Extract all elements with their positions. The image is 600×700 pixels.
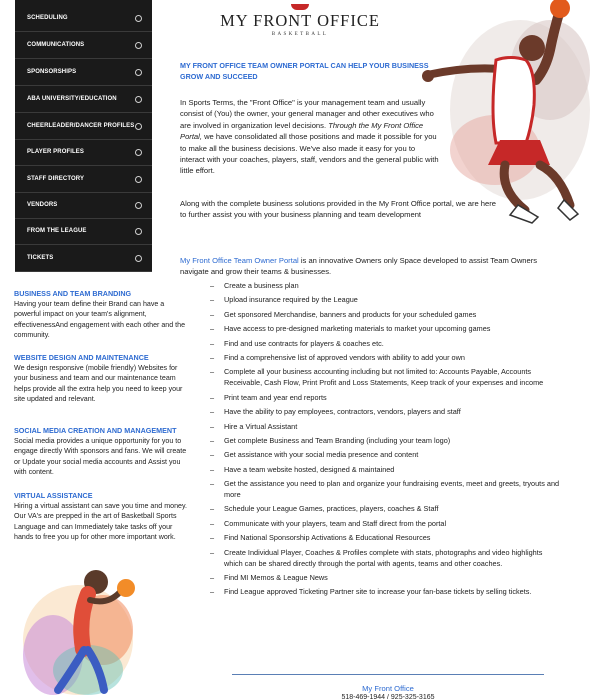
list-item: – Create Individual Player, Coaches & Profiles complete with stats, photographs and video highlights which can be shared directly through the portal with agents, teams and other coaches. <box>210 547 560 569</box>
list-item: – Upload insurance required by the League <box>210 294 560 305</box>
nav-item-communications[interactable] <box>15 32 152 59</box>
nav-item-tickets[interactable] <box>15 245 152 272</box>
service-branding <box>14 289 189 341</box>
intro-title: MY FRONT OFFICE TEAM OWNER PORTAL CAN HELP YOUR BUSINESS GROW AND SUCCEED <box>180 61 429 81</box>
circle-icon <box>135 15 142 22</box>
service-website <box>14 353 189 405</box>
service-virtual-assistance <box>14 491 189 543</box>
service-social-media <box>14 426 189 478</box>
list-item: – Find League approved Ticketing Partner site to increase your fan-base tickets by selling tickets. <box>210 586 560 597</box>
sidebar-nav <box>15 0 152 272</box>
nav-item-label: FROM THE LEAGUE <box>27 228 87 234</box>
circle-icon <box>135 228 142 235</box>
portal-intro-text: is an innovative Owners only Space developed to assist Team Owners navigate and grow their teams & businesses. <box>180 256 538 277</box>
list-item: – Get the assistance you need to plan and organize your fundraising events, meet and greets, tryouts and more <box>210 478 560 500</box>
service-title: WEBSITE DESIGN AND MAINTENANCE <box>14 353 149 362</box>
basketball-icon <box>291 4 309 10</box>
service-title: BUSINESS AND TEAM BRANDING <box>14 289 132 298</box>
nav-item-label: SPONSORSHIPS <box>27 69 77 75</box>
nav-item-label: CHEERLEADER/DANCER PROFILES <box>27 123 135 129</box>
intro-emphasis: Through the My Front Office Portal, <box>180 120 424 142</box>
list-item: – Hire a Virtual Assistant <box>210 421 560 432</box>
logo-name: MY FRONT OFFICE <box>220 11 380 30</box>
list-item: – Get assistance with your social media presence and content <box>210 449 560 460</box>
circle-icon <box>135 255 142 262</box>
list-item: – Find National Sponsorship Activations & Educational Resources <box>210 532 560 543</box>
list-item: – Find a comprehensive list of approved vendors with ability to add your own <box>210 352 560 363</box>
list-item: – Find and use contracts for players & coaches etc. <box>210 338 560 349</box>
service-text: Social media provides a unique opportunity for you to engage directly With sponsors and fans. We will create or Update your social media accounts and Assist you with content. <box>14 437 187 477</box>
nav-item-cheerleader-profiles[interactable] <box>15 113 152 140</box>
list-item: – Have the ability to pay employees, contractors, vendors, players and staff <box>210 406 560 417</box>
list-item: – Complete all your business accounting including but not limited to: Accounts Payable, Accounts Receivable, Cash Flow, Print Profit and Loss Statements, Keep track of your expenses and income <box>210 366 560 388</box>
list-item: – Have a team website hosted, designed & maintained <box>210 464 560 475</box>
intro-paragraph <box>180 97 442 177</box>
service-title: VIRTUAL ASSISTANCE <box>14 491 93 500</box>
nav-item-label: VENDORS <box>27 202 58 208</box>
list-item: – Communicate with your players, team and Staff direct from the portal <box>210 518 560 529</box>
portal-feature-list <box>210 280 560 601</box>
footer-company: My Front Office <box>362 684 414 693</box>
footer-phone: 518-469-1944 / 925-325-3165 <box>341 694 435 700</box>
nav-item-label: COMMUNICATIONS <box>27 42 85 48</box>
service-text: We design responsive (mobile friendly) Websites for your business and team and our maintenance team helps provide all the extra help you need to keep your site updated and relevant. <box>14 364 183 404</box>
intro-paragraph-2: Along with the complete business solutions provided in the My Front Office portal, we are here to further assist you with your business planning and team development <box>180 199 497 220</box>
nav-item-aba-university[interactable] <box>15 86 152 113</box>
list-item: – Find MI Memos & League News <box>210 572 560 583</box>
nav-item-label: TICKETS <box>27 255 54 261</box>
nav-item-vendors[interactable] <box>15 192 152 219</box>
service-text: Hiring a virtual assistant can save you time and money. Our VA's are prepped in the art of Basketball Sports Language and can Immediately take tasks off your hands to free you up for other more important work. <box>14 502 187 542</box>
list-item: – Print team and year end reports <box>210 392 560 403</box>
circle-icon <box>135 176 142 183</box>
service-text: Having your team define their Brand can have a powerful impact on your team's alignment, effectivenessAnd engagement with each other and the community. <box>14 300 186 340</box>
circle-icon <box>135 69 142 76</box>
nav-item-player-profiles[interactable] <box>15 139 152 166</box>
brand-logo <box>210 4 390 37</box>
nav-item-staff-directory[interactable] <box>15 166 152 193</box>
portal-link[interactable]: My Front Office Team Owner Portal <box>180 256 299 265</box>
circle-icon <box>135 149 142 156</box>
logo-subtitle: BASKETBALL <box>271 32 329 37</box>
nav-item-label: STAFF DIRECTORY <box>27 176 85 182</box>
circle-icon <box>135 202 142 209</box>
nav-item-scheduling[interactable] <box>15 5 152 32</box>
nav-item-label: PLAYER PROFILES <box>27 149 84 155</box>
portal-intro <box>180 255 550 278</box>
nav-item-label: ABA UNIVERSITY/EDUCATION <box>27 96 117 102</box>
list-item: – Schedule your League Games, practices, players, coaches & Staff <box>210 503 560 514</box>
intro-text: In Sports Terms, the "Front Office" is your management team and usually consist of (You) the owner, your general manager and other executives who are involved in organization level decisions. <box>180 98 434 130</box>
footer-divider <box>232 674 544 675</box>
list-item: – Have access to pre-designed marketing materials to market your upcoming games <box>210 323 560 334</box>
circle-icon <box>135 123 142 130</box>
kid-player-illustration <box>18 560 168 700</box>
list-item: – Get sponsored Merchandise, banners and products for your scheduled games <box>210 309 560 320</box>
service-title: SOCIAL MEDIA CREATION AND MANAGEMENT <box>14 426 177 435</box>
circle-icon <box>135 96 142 103</box>
nav-item-label: SCHEDULING <box>27 15 68 21</box>
nav-item-sponsorships[interactable] <box>15 59 152 86</box>
list-item: – Create a business plan <box>210 280 560 291</box>
list-item: – Get complete Business and Team Branding (including your team logo) <box>210 435 560 446</box>
intro-text-rest: we have consolidated all those positions and made it possible for you to make all the business decisions. We've also made it easy for you to interact with your coaches, players, staff, vendors and the general public with little effort. <box>180 132 439 176</box>
circle-icon <box>135 42 142 49</box>
nav-item-from-the-league[interactable] <box>15 218 152 245</box>
